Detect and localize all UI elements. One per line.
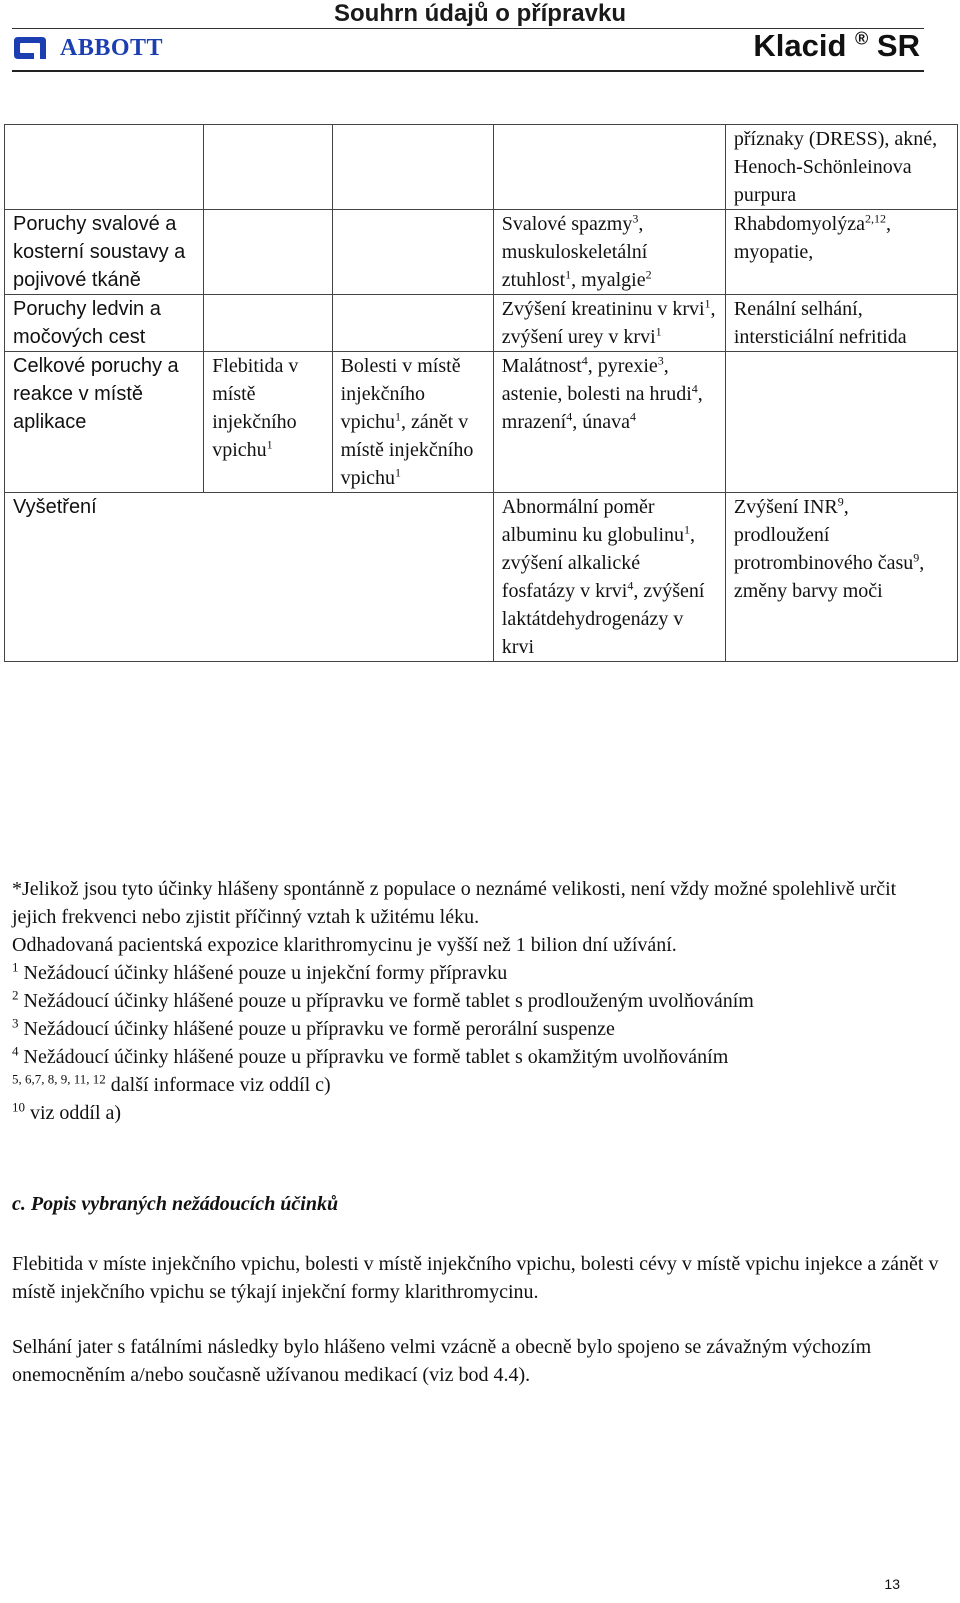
footnote-5: $^{5, 6,7, 8, 9, 11, 12}$ další informace viz oddíl c) — [12, 1071, 331, 1096]
table-row — [5, 125, 958, 210]
company-logo — [12, 34, 163, 62]
table-row — [5, 295, 958, 352]
page-number: 13 — [884, 1576, 900, 1592]
footnote-3: $^3$ Nežádoucí účinky hlášené pouze u přípravku ve formě perorální suspenze — [12, 1015, 615, 1040]
frequency-cell — [725, 352, 957, 493]
paragraph-liver-failure: Selhání jater s fatálními následky bylo hlášeno velmi vzácně a obecně bylo spojeno se závažným výchozím onemocněním a/nebo současně užívanou medikací (viz bod 4.4). — [12, 1336, 872, 1386]
frequency-cell: Malátnost$^4$, pyrexie$^3$, astenie, bolesti na hrudi$^4$, mrazení$^4$, únava$^4$ — [493, 352, 725, 493]
frequency-cell: Zvýšení kreatininu v krvi$^1$, zvýšení urey v krvi$^1$ — [493, 295, 725, 352]
frequency-cell — [332, 125, 493, 210]
system-organ-class-cell: Celkové poruchy a reakce v místě aplikace — [5, 352, 204, 493]
table-row — [5, 210, 958, 295]
table-footnotes — [12, 875, 942, 1127]
abbott-logo-icon — [12, 34, 48, 62]
frequency-cell: Svalové spazmy$^3$, muskuloskeletální ztuhlost$^1$, myalgie$^2$ — [493, 210, 725, 295]
company-name: ABBOTT — [60, 34, 164, 61]
footnote-2: $^2$ Nežádoucí účinky hlášené pouze u přípravku ve formě tablet s prodlouženým uvolňováním — [12, 987, 754, 1012]
footnote-1: $^1$ Nežádoucí účinky hlášené pouze u injekční formy přípravku — [12, 959, 508, 984]
frequency-cell — [332, 295, 493, 352]
frequency-cell — [332, 210, 493, 295]
table-row — [5, 352, 958, 493]
frequency-cell: Zvýšení INR$^9$, prodloužení protrombinového času$^9$, změny barvy moči — [725, 493, 957, 662]
document-title: Souhrn údajů o přípravku — [333, 0, 627, 27]
paragraph-flebitida: Flebitida v míste injekčního vpichu, bolesti v místě injekčního vpichu, bolesti cévy v místě vpichu injekce a zánět v místě injekčního vpichu se týkají injekční formy klarithromycinu. — [12, 1253, 939, 1303]
system-organ-class-cell: Poruchy ledvin a močových cest — [5, 295, 204, 352]
frequency-cell — [493, 125, 725, 210]
frequency-cell: Abnormální poměr albuminu ku globulinu$^1$, zvýšení alkalické fosfatázy v krvi$^4$, zvýšení laktátdehydrogenázy v krvi — [493, 493, 725, 662]
table-row — [5, 493, 958, 662]
footnote-4: $^4$ Nežádoucí účinky hlášené pouze u přípravku ve formě tablet s okamžitým uvolňováním — [12, 1043, 729, 1068]
footnote-10: $^{10}$ viz oddíl a) — [12, 1099, 122, 1124]
footnote-exposure: Odhadovaná pacientská expozice klarithromycinu je vyšší než 1 bilion dní užívání. — [12, 934, 677, 956]
system-organ-class-cell — [5, 125, 204, 210]
section-heading: c. Popis vybraných nežádoucích účinků — [12, 1193, 339, 1215]
footnote-spontaneous: *Jelikož jsou tyto účinky hlášeny spontánně z populace o neznámé velikosti, není vždy možné spolehlivě určit jejich frekvenci nebo zjistit příčinný vztah k užitému léku. — [12, 878, 897, 928]
system-organ-class-cell: Vyšetření — [5, 493, 494, 662]
frequency-cell: Bolesti v místě injekčního vpichu$^1$, zánět v místě injekčního vpichu$^1$ — [332, 352, 493, 493]
frequency-cell — [204, 210, 332, 295]
frequency-cell: příznaky (DRESS), akné, Henoch-Schönleinova purpura — [725, 125, 957, 210]
frequency-cell — [204, 125, 332, 210]
product-name: Klacid ® SR — [753, 28, 920, 63]
frequency-cell: Flebitida v místě injekčního vpichu$^1$ — [204, 352, 332, 493]
adverse-effects-table — [4, 124, 958, 662]
system-organ-class-cell: Poruchy svalové a kosterní soustavy a pojivové tkáně — [5, 210, 204, 295]
frequency-cell: Renální selhání, intersticiální nefritida — [725, 295, 957, 352]
frequency-cell — [204, 295, 332, 352]
registered-mark: ® — [855, 28, 869, 49]
header-rule-bottom — [12, 70, 924, 72]
frequency-cell: Rhabdomyolýza$^{2,12}$, myopatie, — [725, 210, 957, 295]
